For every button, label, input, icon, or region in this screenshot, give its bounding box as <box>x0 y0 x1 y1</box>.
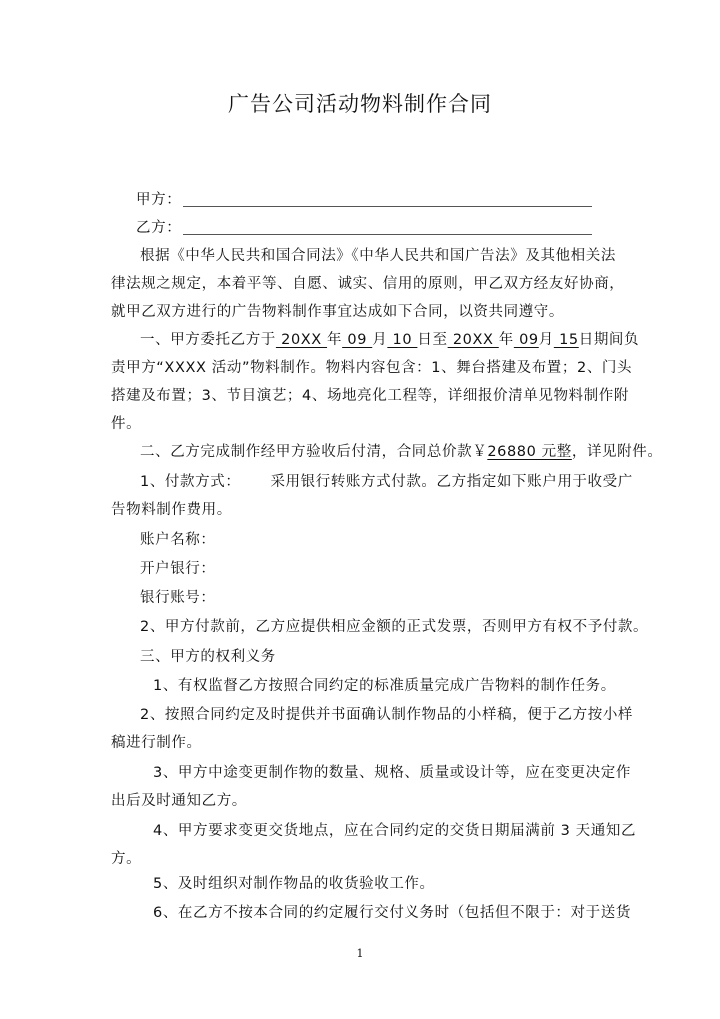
start-month: 09 <box>342 332 373 348</box>
document-title: 广告公司活动物料制作合同 <box>228 92 492 116</box>
clause-2-suffix: ，详见附件。 <box>571 444 663 460</box>
clause-3-item-3: 3、甲方中途变更制作物的数量、规格、质量或设计等，应在变更决定作 <box>153 765 631 781</box>
bank-label: 开户银行： <box>140 561 216 577</box>
payment-line-2: 告物料制作费用。 <box>111 502 232 518</box>
clause-3-item-2-cont: 稿进行制作。 <box>111 735 202 751</box>
clause-3-item-3-cont: 出后及时通知乙方。 <box>111 793 247 809</box>
end-month: 09 <box>513 332 539 348</box>
intro-line-3: 就甲乙双方进行的广告物料制作事宜达成如下合同，以资共同遵守。 <box>111 304 564 320</box>
day-to-label: 日至 <box>417 332 448 348</box>
party-a-label: 甲方： <box>136 192 182 208</box>
clause-3-item-4: 4、甲方要求变更交货地点，应在合同约定的交货日期届满前 3 天通知乙 <box>153 823 637 839</box>
clause-1-line-4: 件。 <box>111 416 142 432</box>
clause-1-suffix: 日期间负 <box>578 332 640 348</box>
party-a-blank <box>183 206 592 207</box>
start-year: 20XX <box>275 332 328 348</box>
clause-3-item-6: 6、在乙方不按本合同的约定履行交付义务时（包括但不限于：对于送货 <box>153 905 631 921</box>
clause-3-item-2: 2、按照合同约定及时提供并书面确认制作物品的小样稿，便于乙方按小样 <box>140 707 634 723</box>
contract-amount: 26880 元整 <box>487 444 572 460</box>
clause-1-prefix: 一、甲方委托乙方于 <box>140 332 276 348</box>
invoice-clause: 2、甲方付款前，乙方应提供相应金额的正式发票，否则甲方有权不予付款。 <box>140 619 649 635</box>
year-label-2: 年 <box>498 332 514 348</box>
clause-3-heading: 三、甲方的权利义务 <box>140 649 276 665</box>
payment-method-text: 采用银行转账方式付款。乙方指定如下账户用于收受广 <box>270 474 633 490</box>
clause-1-line-3: 搭建及布置；3、节目演艺；4、场地亮化工程等，详细报价清单见物料制作附 <box>111 388 629 404</box>
start-day: 10 <box>387 332 418 348</box>
party-b-label: 乙方： <box>136 220 182 236</box>
end-day: 15 <box>553 332 579 348</box>
clause-1-line-1 <box>140 330 639 350</box>
page-number: 1 <box>356 947 364 960</box>
month-label: 月 <box>372 332 388 348</box>
clause-1-line-2: 责甲方“XXXX 活动”物料制作。物料内容包含：1、舞台搭建及布置；2、门头 <box>111 360 633 376</box>
clause-2-prefix: 二、乙方完成制作经甲方验收后付清，合同总价款￥ <box>140 444 488 460</box>
intro-line-2: 律法规之规定，本着平等、自愿、诚实、信用的原则，甲乙双方经友好协商， <box>111 276 625 292</box>
clause-3-item-4-cont: 方。 <box>111 851 142 867</box>
clause-2 <box>140 442 662 462</box>
year-label: 年 <box>327 332 343 348</box>
end-year: 20XX <box>447 332 499 348</box>
account-name-label: 账户名称： <box>140 532 216 548</box>
account-number-label: 银行账号： <box>140 590 216 606</box>
intro-line-1: 根据《中华人民共和国合同法》《中华人民共和国广告法》及其他相关法 <box>140 248 616 264</box>
clause-3-item-1: 1、有权监督乙方按照合同约定的标准质量完成广告物料的制作任务。 <box>153 678 616 694</box>
month-label-2: 月 <box>538 332 554 348</box>
payment-method-label: 1、付款方式： <box>140 474 241 490</box>
party-b-blank <box>183 234 592 235</box>
payment-method <box>140 472 633 492</box>
clause-3-item-5: 5、及时组织对制作物品的收货验收工作。 <box>153 876 435 892</box>
